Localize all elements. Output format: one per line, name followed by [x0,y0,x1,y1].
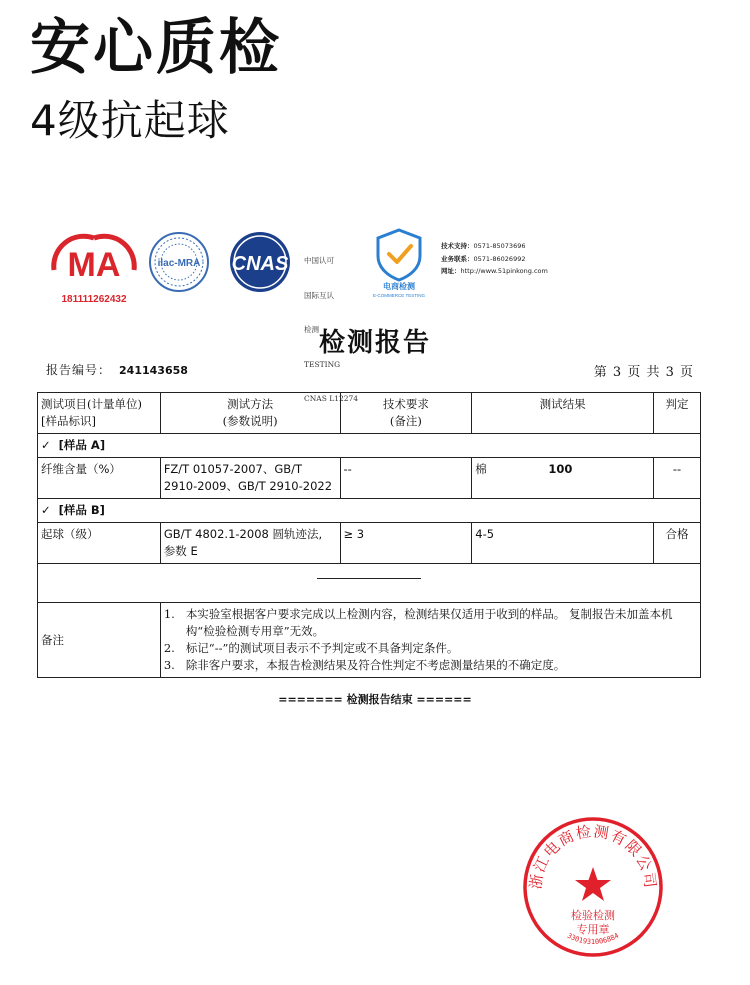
cma-text: MA [67,246,121,284]
table-header-row [38,393,701,434]
header-line: (参数说明) [222,414,278,428]
check-icon: ✓ [41,438,51,452]
table-row [38,523,701,564]
note-text: 标记“--”的测试项目表示不予判定或不具备判定条件。 [185,641,459,655]
header-line: 测试方法 [227,397,274,411]
table-row [38,458,701,499]
col-requirement-header [340,393,472,434]
note-text: 除非客户要求，本报告检测结果及符合性判定不考虑测量结果的不确定度。 [185,658,566,672]
report-number-value: 241143658 [119,364,188,377]
note-item [164,640,697,657]
blank-cell [38,564,701,603]
header-line: 测试项目(计量单位) [41,397,142,411]
note-number: 1. [163,607,175,621]
blank-row [38,564,701,603]
method-line: 参数 E [163,544,198,558]
contact-label: 业务联系： [441,254,474,263]
result-value: 100 [548,462,573,476]
check-icon: ✓ [41,503,51,517]
cnas-caption-line: TESTING [304,359,341,369]
cell-method [160,523,340,564]
cnas-caption-line: 中国认可 [304,256,334,265]
sample-b-row [38,499,701,523]
cell-method [160,458,340,499]
result-label: 棉 [475,462,487,476]
notes-content [160,603,700,678]
cell-requirement: -- [340,458,472,499]
cnas-caption-line: CNAS L12274 [304,394,359,403]
ilac-mra-logo [148,230,210,294]
seal-purpose-2: 专用章 [576,923,610,936]
method-line: GB/T 4802.1-2008 圆轨迹法, [163,527,323,541]
method-line: 2910-2009、GB/T 2910-2022 [163,479,333,493]
report-table [37,392,701,678]
cma-logo [48,230,140,306]
ecom-sub: E-COMMERCE TESTING [373,293,425,298]
note-item [164,657,697,674]
contact-label: 技术支持： [441,242,474,250]
note-text: 本实验室根据客户要求完成以上检测内容，检测结果仅适用于收到的样品。 复制报告未加盖本机构“检验检测专用章”无效。 [185,607,673,638]
cell-item: 纤维含量（%） [38,458,161,499]
contact-line [441,265,548,278]
notes-row [38,603,701,678]
ecommerce-testing-logo [368,226,430,298]
cell-verdict: 合格 [654,523,701,564]
notes-label: 备注 [38,603,161,678]
header-line: 技术要求 [382,397,429,411]
note-item [164,606,697,640]
col-result-header: 测试结果 [472,393,654,434]
report-number-label: 报告编号： [46,363,112,377]
report-number [46,361,188,378]
sample-b-label [38,499,701,523]
page-title: 安心质检 [30,13,282,83]
sample-label: [样品 B] [58,503,105,517]
result-label: 4-5 [475,527,495,541]
page-subtitle: 4级抗起球 [30,96,230,145]
page-indicator: 第 3 页 共 3 页 [593,365,694,380]
contact-value: http://www.51pinkong.com [460,267,548,275]
header-line: [样品标识] [41,414,96,428]
col-verdict-header: 判定 [654,393,701,434]
col-item-header [38,393,161,434]
sample-a-label [38,434,701,458]
contact-value: 0571-86026992 [473,254,526,263]
cell-result [472,458,654,499]
ilac-text: ilac-MRA [157,258,201,269]
sample-label: [样品 A] [58,438,106,452]
contact-value: 0571-85073696 [473,242,526,250]
cnas-text: CNAS [231,253,289,275]
contact-line [441,240,548,253]
seal-number: 3301931006884 [565,931,621,947]
contact-line [441,253,548,266]
method-line: FZ/T 01057-2007、GB/T [163,462,303,476]
cnas-caption-line: 国际互认 [304,290,334,300]
divider-line [317,578,421,579]
cell-verdict: -- [654,458,701,499]
seal-purpose: 检验检测 [571,909,615,922]
cnas-logo [220,230,300,294]
sample-a-row [38,434,701,458]
cell-item: 起球（级） [38,523,161,564]
note-number: 3. [163,658,175,672]
report-title: 检测报告 [318,328,431,358]
note-number: 2. [163,641,175,655]
cell-requirement: ≥ 3 [340,523,472,564]
report-end-marker: ======= 检测报告结束 ====== [278,693,472,706]
cma-number: 181111262432 [61,294,127,305]
star-icon [575,867,611,901]
contact-label: 网址： [441,267,461,275]
seal-org: 浙江电商检测有限公司 [526,822,660,891]
official-seal [521,815,665,959]
col-method-header [160,393,340,434]
cell-result [472,523,654,564]
header-line: (备注) [389,414,422,428]
ecom-name: 电商检测 [383,282,415,291]
cnas-caption-line: 检测 [304,325,319,334]
contact-info [441,240,548,278]
